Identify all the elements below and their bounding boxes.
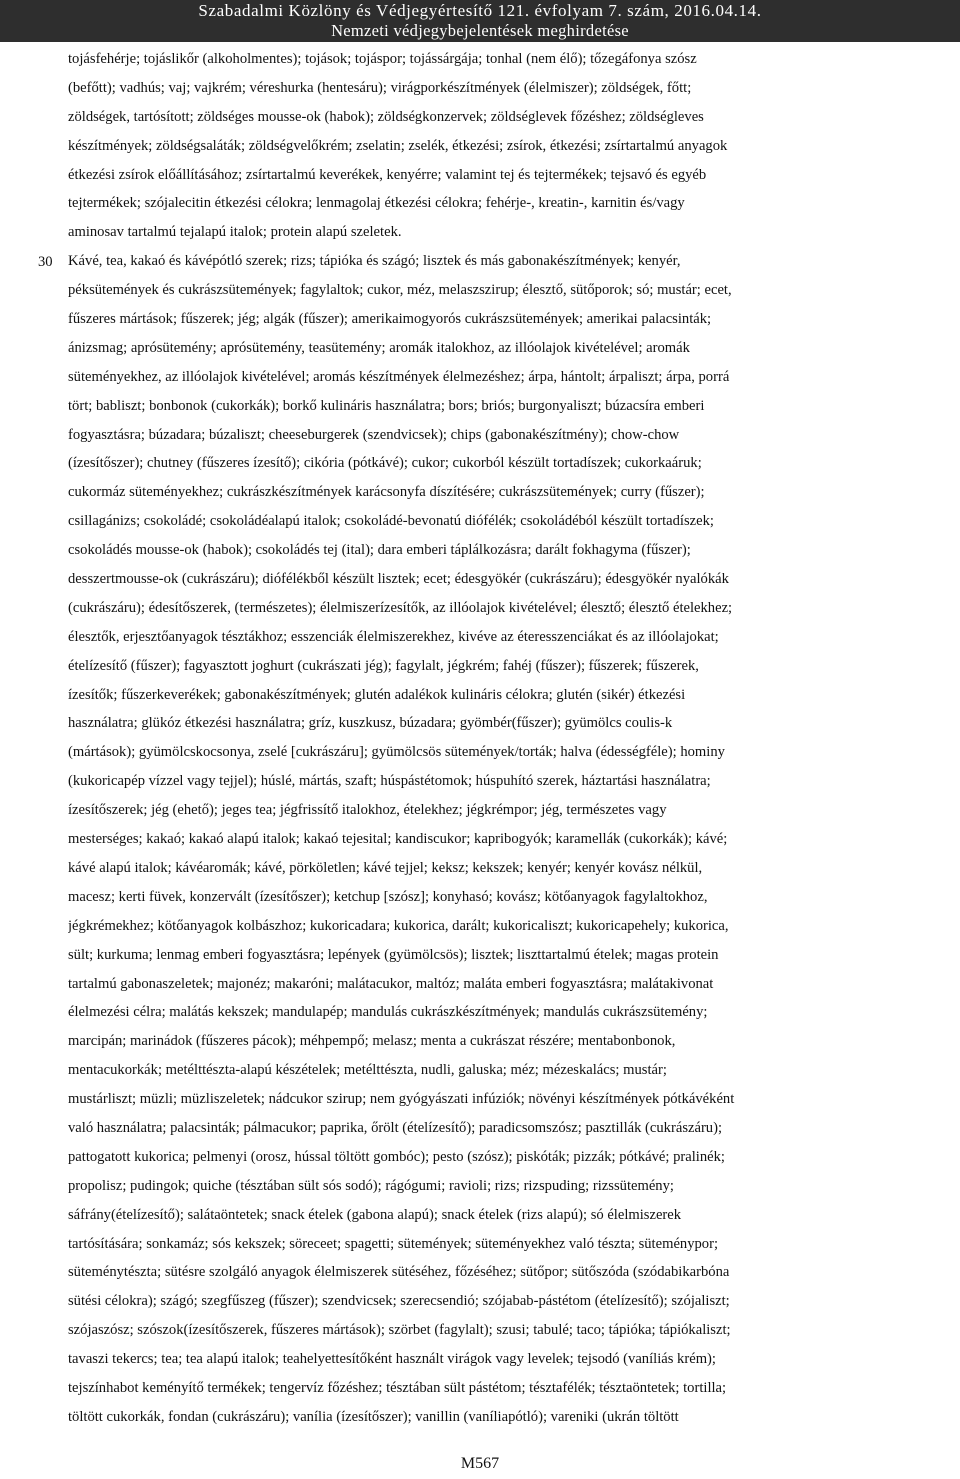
text-line: marcipán; marinádok (fűszeres pácok); méhpempő; melasz; menta a cukrászat részére; mentabonbonok, xyxy=(68,1033,676,1050)
text-line: fogyasztásra; búzadara; búzaliszt; cheeseburgerek (szendvicsek); chips (gabonakészítmény); chow-chow xyxy=(68,426,680,443)
text-line: tejtermékek; szójalecitin étkezési célokra; lenmagolaj étkezési célokra; fehérje-, kreatin-, karnitin és/vagy xyxy=(68,195,685,212)
text-line: csokoládés mousse-ok (habok); csokoládés tej (ital); dara emberi táplálkozásra; darált fokhagyma (fűszer); xyxy=(68,542,691,559)
text-line: jégkrémekhez; kötőanyagok kolbászhoz; kukoricadara; kukorica, darált; kukoricaliszt; kukoricapehely; kukorica, xyxy=(68,917,729,934)
text-line: süteményekhez, az illóolajok kivételével; aromás készítmények élelmezéshez; árpa, hántolt; árpaliszt; árpa, porrá xyxy=(68,368,730,385)
text-line: desszertmousse-ok (cukrászáru); diófélékből készült lisztek; ecet; édesgyökér (cukrászáru); édesgyökér nyalókák xyxy=(68,571,729,588)
journal-header xyxy=(0,0,960,42)
text-line: péksütemények és cukrászsütemények; fagylaltok; cukor, méz, melaszszirup; élesztő, sütőporok; só; mustár; ecet, xyxy=(68,282,732,299)
text-line: mesterséges; kakaó; kakaó alapú italok; kakaó tejesital; kandiscukor; kapribogyók; karamellák (cukorkák); kávé; xyxy=(68,831,728,848)
text-line: zöldségek, tartósított; zöldséges mousse-ok (habok); zöldségkonzervek; zöldséglevek főzéshez; zöldségleves xyxy=(68,108,704,125)
text-line: sült; kurkuma; lenmag emberi fogyasztásra; lepények (gyümölcsös); lisztek; liszttartalmú ételek; magas protein xyxy=(68,946,719,963)
text-line: aminosav tartalmú tejalapú italok; protein alapú szeletek. xyxy=(68,224,402,241)
text-line: cukormáz süteményekhez; cukrászkészítmények karácsonyfa díszítésére; cukrászsütemények; curry (fűszer); xyxy=(68,484,705,501)
class-number: 30 xyxy=(38,254,53,270)
text-line: ízesítőszerek; jég (ehető); jeges tea; jégfrissítő italokhoz, ételekhez; jégkrémpor; jég, természetes vagy xyxy=(68,802,667,819)
text-line: ánizsmag; aprósütemény; aprósütemény, teasütemény; aromák italokhoz, az illóolajok kivételével; aromák xyxy=(68,339,690,356)
page-number: M567 xyxy=(460,1455,500,1472)
text-line: Kávé, tea, kakaó és kávépótló szerek; rizs; tápióka és szágó; lisztek és más gabonakészítmények; kenyér, xyxy=(68,253,681,270)
text-line: ízesítők; fűszerkeverékek; gabonakészítmények; glutén adalékok kulináris célokra; glutén (sikér) étkezési xyxy=(68,686,686,703)
text-line: sütési célokra); szágó; szegfűszeg (fűszer); szendvicsek; szerecsendió; szójabab-pástétom (ételízesítő); szójaliszt; xyxy=(68,1293,730,1310)
text-line: mustárliszt; müzli; müzliszeletek; nádcukor szirup; nem gyógyászati infúziók; növényi készítmények pótkávéként xyxy=(68,1091,735,1108)
text-line: (cukrászáru); édesítőszerek, (természetes); élelmiszerízesítők, az illóolajok kivételével; élesztő; élesztő ételekhez; xyxy=(68,599,733,616)
text-line: (ízesítőszer); chutney (fűszeres ízesítő); cikória (pótkávé); cukor; cukorból készült tortadíszek; cukorkaáruk; xyxy=(68,455,702,472)
text-line: (mártások); gyümölcskocsonya, zselé [cukrászáru]; gyümölcsös sütemények/torták; halva (édességféle); hominy xyxy=(68,744,725,761)
text-line: tavaszi tekercs; tea; tea alapú italok; teahelyettesítőként használt virágok vagy levelek; tejsodó (vaníliás krém); xyxy=(68,1351,716,1368)
text-line: mentacukorkák; metélttészta-alapú készételek; metélttészta, nudli, galuska; méz; mézeskalács; mustár; xyxy=(68,1062,667,1079)
journal-title: Szabadalmi Közlöny és Védjegyértesítő 121. évfolyam 7. szám, 2016.04.14. xyxy=(198,1,762,20)
text-line: étkezési zsírok előállításához; zsírtartalmú keverékek, kenyérre; valamint tej és tejtermékek; tejsavó és egyéb xyxy=(68,166,707,183)
goods-list-text xyxy=(68,45,908,1432)
text-line: tört; babliszt; bonbonok (cukorkák); borkő kulináris használatra; bors; briós; burgonyaliszt; búzacsíra emberi xyxy=(68,397,705,414)
text-line: szójaszósz; szószok(ízesítőszerek, fűszeres mártások); szörbet (fagylalt); szusi; tabulé; taco; tápióka; tápiókaliszt; xyxy=(68,1322,731,1339)
text-line: kávé alapú italok; kávéaromák; kávé, pörköletlen; kávé tejjel; keksz; kekszek; kenyér; kenyér kovász nélkül, xyxy=(68,859,703,876)
text-line: fűszeres mártások; fűszerek; jég; algák (fűszer); amerikaimogyorós cukrászsütemények; amerikai palacsinták; xyxy=(68,311,712,328)
text-line: süteménytészta; sütésre szolgáló anyagok élelmiszerek sütéséhez, főzéséhez; sütőpor; sütőszóda (szódabikarbóna xyxy=(68,1264,730,1281)
text-line: tartalmú gabonaszeletek; majonéz; makaróni; malátacukor, maltóz; maláta emberi fogyasztásra; malátakivonat xyxy=(68,975,714,992)
text-line: csillagánizs; csokoládé; csokoládéalapú italok; csokoládé-bevonatú diófélék; csokoládéból készült tortadíszek; xyxy=(68,513,714,530)
text-line: tejszínhabot keményítő termékek; tengervíz főzéshez; tésztában sült pástétom; tésztafélék; tésztaöntetek; tortilla; xyxy=(68,1379,727,1396)
text-line: macesz; kerti füvek, konzervált (ízesítőszer); ketchup [szósz]; konyhasó; kovász; kötőanyagok fagylaltokhoz, xyxy=(68,888,708,905)
text-line: (befőtt); vadhús; vaj; vajkrém; véreshurka (hentesáru); virágporkészítmények (élelmiszer); zöldségek, főtt; xyxy=(68,79,692,96)
text-line: való használatra; palacsinták; pálmacukor; paprika, őrölt (ételízesítő); paradicsomszósz; pasztillák (cukrászáru); xyxy=(68,1119,723,1136)
text-line: pattogatott kukorica; pelmenyi (orosz, hússal töltött gombóc); pesto (szósz); piskóták; pizzák; pótkávé; pralinék; xyxy=(68,1148,725,1165)
text-line: (kukoricapép vízzel vagy tejjel); húslé, mártás, szaft; húspástétomok; húspuhító szerek, háztartási használatra; xyxy=(68,773,711,790)
text-line: tartósítására; sonkamáz; sós kekszek; söreceet; spagetti; sütemények; süteményekhez való tészta; süteménypor; xyxy=(68,1235,719,1252)
text-line: használatra; glükóz étkezési használatra; gríz, kuszkusz, búzadara; gyömbér(fűszer); gyümölcs coulis-k xyxy=(68,715,673,732)
text-line: sáfrány(ételízesítő); salátaöntetek; snack ételek (gabona alapú); snack ételek (rizs alapú); só élelmiszerek xyxy=(68,1206,682,1223)
text-line: tojásfehérje; tojáslikőr (alkoholmentes); tojások; tojáspor; tojássárgája; tonhal (nem élő); tőzegáfonya szósz xyxy=(68,51,697,67)
text-line: ételízesítő (fűszer); fagyasztott joghurt (cukrászati jég); fagylalt, jégkrém; fahéj (fűszer); fűszerek; fűszerek, xyxy=(68,657,699,674)
text-line: élesztők, erjesztőanyagok tésztákhoz; esszenciák élelmiszerekhez, kivéve az éteresszenciákat és az illóolajokat; xyxy=(68,628,719,645)
text-line: töltött cukorkák, fondan (cukrászáru); vanília (ízesítőszer); vanillin (vaníliapótló); vareniki (ukrán töltött xyxy=(68,1408,679,1425)
section-title: Nemzeti védjegybejelentések meghirdetése xyxy=(331,21,629,40)
text-line: propolisz; pudingok; quiche (tésztában sült sós sodó); rágógumi; ravioli; rizs; rizspuding; rizssütemény; xyxy=(68,1177,674,1194)
text-line: készítmények; zöldségsaláták; zöldségvelőkrém; zselatin; zselék, étkezési; zsírok, étkezési; zsírtartalmú anyagok xyxy=(68,137,728,154)
text-line: élelmezési célra; malátás kekszek; mandulapép; mandulás cukrászkészítmények; mandulás cukrászsütemény; xyxy=(68,1004,708,1021)
